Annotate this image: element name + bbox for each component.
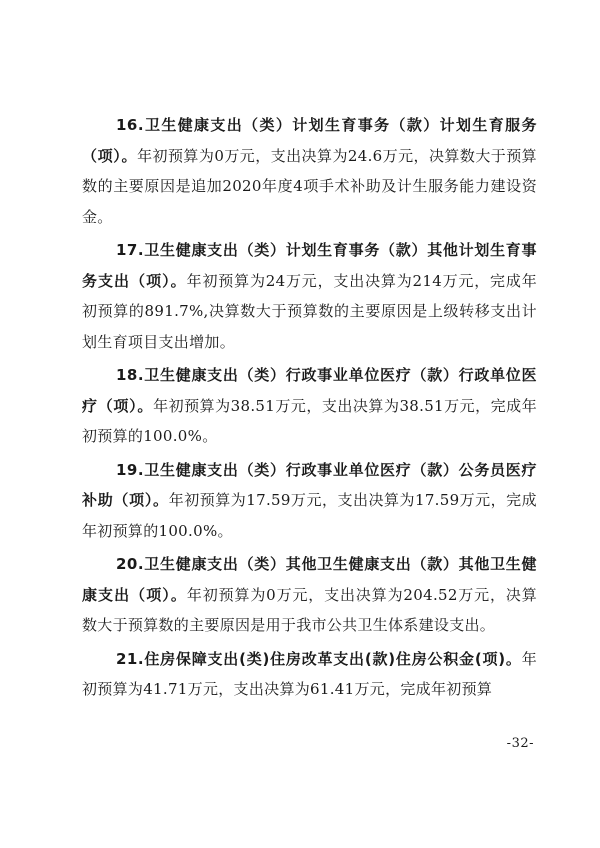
paragraph-18 [82, 360, 537, 452]
page-number: -32- [506, 736, 534, 751]
paragraph-17 [82, 235, 537, 357]
paragraph-text: 年初预算为24万元，支出决算为214万元，完成年初预算的891.7%,决算数大于预算数的主要原因是上级转移支出计划生育项目支出增加。 [82, 271, 537, 351]
paragraph-heading: 17.卫生健康支出（类）计划生育事务（款）其他计划生育事务支出（项）。 [82, 241, 537, 290]
paragraph-19 [82, 455, 537, 547]
paragraph-heading: 16.卫生健康支出（类）计划生育事务（款）计划生育服务（项）。 [82, 116, 537, 165]
paragraph-heading: 18.卫生健康支出（类）行政事业单位医疗（款）行政单位医疗（项）。 [82, 366, 537, 415]
paragraph-text: 年初预算为38.51万元，支出决算为38.51万元，完成年初预算的100.0%。 [82, 396, 537, 445]
paragraph-heading: 20.卫生健康支出（类）其他卫生健康支出（款）其他卫生健康支出（项）。 [82, 555, 537, 604]
paragraph-text: 年初预算为41.71万元，支出决算为61.41万元，完成年初预算 [82, 649, 537, 698]
paragraph-text: 年初预算为17.59万元，支出决算为17.59万元，完成年初预算的100.0%。 [82, 491, 537, 540]
paragraph-text: 年初预算为0万元，支出决算为24.6万元，决算数大于预算数的主要原因是追加2020年度4项手术补助及计生服务能力建设资金。 [82, 146, 537, 226]
paragraph-heading: 21.住房保障支出(类)住房改革支出(款)住房公积金(项)。 [116, 649, 522, 668]
document-body [82, 110, 537, 708]
paragraph-16 [82, 110, 537, 232]
paragraph-21 [82, 644, 537, 705]
paragraph-heading: 19.卫生健康支出（类）行政事业单位医疗（款）公务员医疗补助（项）。 [82, 460, 537, 509]
paragraph-text: 年初预算为0万元，支出决算为204.52万元，决算数大于预算数的主要原因是用于我市公共卫生体系建设支出。 [82, 585, 537, 634]
paragraph-20 [82, 549, 537, 641]
